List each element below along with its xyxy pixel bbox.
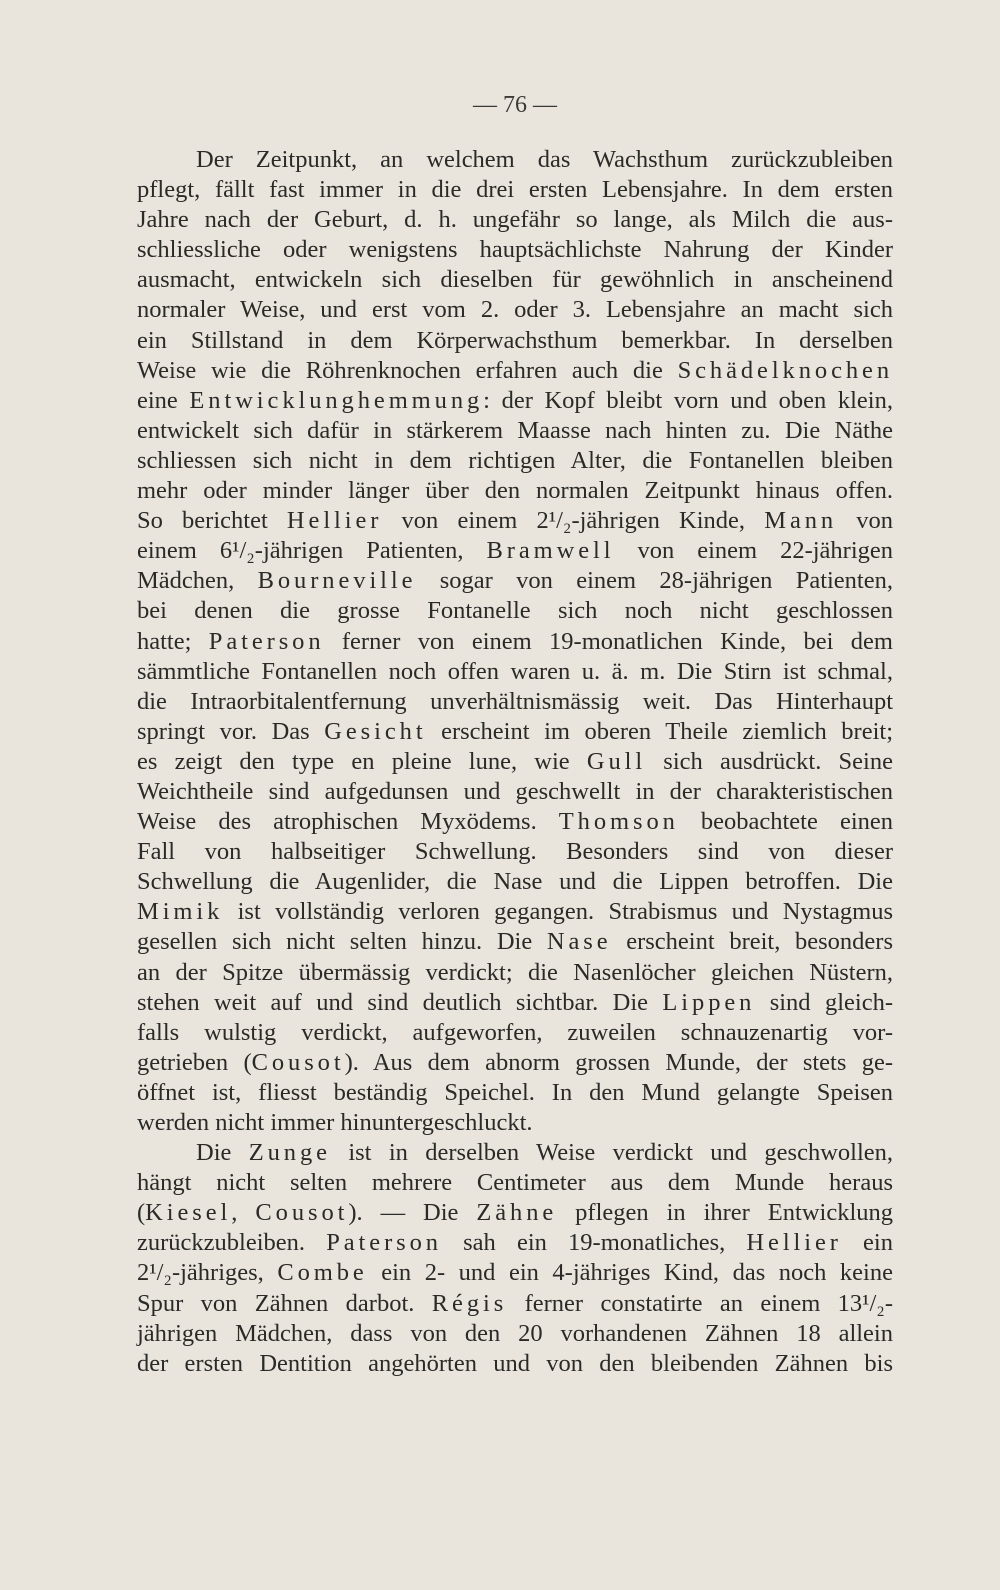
text-line	[137, 867, 893, 897]
text-segment: Der Zeitpunkt, an welchem das Wachsthum zurückzubleiben	[196, 146, 893, 173]
text-segment: schliessen sich nicht in dem richtigen Alter, die Fontanellen bleiben	[137, 446, 893, 474]
text-segment: bei denen die grosse Fontanelle sich noch nicht geschlossen	[137, 597, 893, 625]
text-segment: pflegen in ihrer Entwicklung	[557, 1199, 893, 1227]
text-line	[137, 326, 893, 356]
text-segment: ein Stillstand in dem Körperwachsthum bemerkbar. In derselben	[137, 326, 893, 354]
text-line	[137, 1349, 893, 1379]
text-line	[137, 476, 893, 506]
text-line	[137, 506, 893, 536]
text-segment: 2¹/₂-jähriges,	[137, 1259, 278, 1287]
spaced-emphasis: Mimik	[137, 898, 224, 926]
text-segment: ferner von einem 19-monatlichen Kinde, bei dem	[324, 627, 893, 655]
spaced-emphasis: Bramwell	[486, 537, 615, 565]
spaced-emphasis: Combe	[277, 1259, 368, 1287]
text-segment: erscheint im oberen Theile ziemlich breit;	[426, 717, 894, 745]
text-segment: ist in derselben Weise verdickt und geschwollen,	[330, 1139, 894, 1167]
text-segment: ferner constatirte an einem 13¹/₂-	[507, 1289, 894, 1317]
text-segment: Weise wie die Röhrenknochen erfahren auch die	[137, 356, 678, 384]
text-line	[137, 295, 893, 325]
text-segment: sind gleich-	[755, 988, 893, 1016]
spaced-emphasis: Gull	[586, 747, 647, 775]
text-segment: pflegt, fällt fast immer in die drei ersten Lebensjahre. In dem ersten	[137, 176, 893, 204]
spaced-emphasis: Mann	[764, 507, 838, 535]
text-segment: Weise des atrophischen Myxödems.	[137, 808, 559, 836]
spaced-emphasis: Cousot	[251, 1048, 345, 1076]
text-segment: hatte;	[137, 627, 209, 655]
spaced-emphasis: Nase	[546, 928, 612, 956]
text-line	[137, 988, 893, 1018]
text-segment: : der Kopf bleibt vorn und oben klein,	[483, 386, 893, 414]
text-line	[137, 1018, 893, 1048]
text-line	[137, 958, 893, 988]
text-line	[137, 416, 893, 446]
spaced-emphasis: Régis	[431, 1289, 508, 1317]
text-line	[137, 1168, 893, 1198]
text-line	[137, 356, 893, 386]
text-line	[137, 145, 893, 175]
text-segment: ,	[231, 1199, 256, 1227]
text-segment: jährigen Mädchen, dass von den 20 vorhandenen Zähnen 18 allein	[137, 1319, 893, 1347]
spaced-emphasis: Schädelknochen	[677, 356, 893, 384]
text-segment: sich ausdrückt. Seine	[646, 747, 893, 775]
text-line	[137, 1319, 893, 1349]
text-segment: ). Aus dem abnorm grossen Munde, der stets ge-	[344, 1048, 893, 1076]
text-segment: von	[837, 507, 893, 535]
text-line	[137, 446, 893, 476]
text-line	[137, 747, 893, 777]
text-segment: Spur von Zähnen darbot.	[137, 1289, 432, 1317]
text-segment: ausmacht, entwickeln sich dieselben für gewöhnlich in anscheinend	[137, 266, 893, 294]
text-line	[137, 566, 893, 596]
text-line	[137, 777, 893, 807]
paragraph	[137, 1138, 893, 1379]
text-line	[137, 536, 893, 566]
text-line	[137, 1048, 893, 1078]
text-segment: Fall von halbseitiger Schwellung. Besonders sind von dieser	[137, 838, 893, 866]
spaced-emphasis: Hellier	[286, 507, 383, 535]
text-segment: entwickelt sich dafür in stärkerem Maasse nach hinten zu. Die Näthe	[137, 416, 893, 444]
spaced-emphasis: Zähne	[476, 1199, 558, 1227]
text-segment: an der Spitze übermässig verdickt; die Nasenlöcher gleichen Nüstern,	[137, 958, 893, 986]
text-segment: Die	[196, 1139, 249, 1167]
text-line	[137, 927, 893, 957]
spaced-emphasis: Hellier	[746, 1229, 842, 1257]
spaced-emphasis: Lippen	[662, 988, 756, 1016]
text-line	[137, 1289, 893, 1319]
text-segment: springt vor. Das	[137, 717, 325, 745]
text-segment: Jahre nach der Geburt, d. h. ungefähr so lange, als Milch die aus-	[137, 206, 893, 234]
text-segment: sämmtliche Fontanellen noch offen waren u. ä. m. Die Stirn ist schmal,	[137, 657, 893, 685]
text-segment: von einem 2¹/₂-jährigen Kinde,	[382, 507, 765, 535]
text-line	[137, 807, 893, 837]
text-segment: öffnet ist, fliesst beständig Speichel. In den Mund gelangte Speisen	[137, 1078, 893, 1106]
text-line	[137, 265, 893, 295]
text-segment: der ersten Dentition angehörten und von den bleibenden Zähnen bis	[137, 1349, 893, 1377]
text-line	[137, 235, 893, 265]
text-segment: beobachtete einen	[678, 808, 893, 836]
text-segment: ist vollständig verloren gegangen. Strabismus und Nystagmus	[223, 898, 893, 926]
text-segment: werden nicht immer hinuntergeschluckt.	[137, 1109, 533, 1136]
text-line	[137, 1258, 893, 1288]
spaced-emphasis: Cousot	[255, 1199, 349, 1227]
text-line	[137, 1078, 893, 1108]
text-line	[137, 175, 893, 205]
spaced-emphasis: Thomson	[558, 808, 679, 836]
text-segment: die Intraorbitalentfernung unverhältnismässig weit. Das Hinterhaupt	[137, 687, 893, 715]
paragraph	[137, 145, 893, 1138]
text-segment: Schwellung die Augenlider, die Nase und die Lippen betroffen. Die	[137, 868, 893, 896]
text-line	[137, 717, 893, 747]
text-line	[137, 1108, 893, 1138]
text-segment: zurückzubleiben.	[137, 1229, 327, 1257]
spaced-emphasis: Gesicht	[324, 717, 427, 745]
spaced-emphasis: Zunge	[248, 1139, 331, 1167]
text-line	[137, 1198, 893, 1228]
text-segment: stehen weit auf und sind deutlich sichtbar. Die	[137, 988, 663, 1016]
text-line	[137, 386, 893, 416]
text-segment: einem 6¹/₂-jährigen Patienten,	[137, 537, 487, 565]
text-segment: sah ein 19-monatliches,	[441, 1229, 747, 1257]
body-text	[137, 145, 893, 1379]
text-segment: falls wulstig verdickt, aufgeworfen, zuweilen schnauzenartig vor-	[137, 1018, 893, 1046]
text-line	[137, 687, 893, 717]
text-line	[137, 627, 893, 657]
text-segment: normaler Weise, und erst vom 2. oder 3. Lebensjahre an macht sich	[137, 296, 893, 324]
text-line	[137, 837, 893, 867]
text-line	[137, 657, 893, 687]
spaced-emphasis: Kiesel	[145, 1199, 232, 1227]
text-segment: ein	[841, 1229, 893, 1257]
spaced-emphasis: Bourneville	[257, 567, 417, 595]
text-segment: eine	[137, 386, 190, 414]
text-segment: erscheint breit, besonders	[611, 928, 893, 956]
text-segment: (	[137, 1199, 146, 1227]
text-segment: sogar von einem 28-jährigen Patienten,	[416, 567, 893, 595]
page-number: — 76 —	[473, 92, 557, 118]
text-line	[137, 596, 893, 626]
spaced-emphasis: Entwicklunghemmung	[189, 386, 484, 414]
spaced-emphasis: Paterson	[208, 627, 325, 655]
text-segment: es zeigt den type en pleine lune, wie	[137, 747, 587, 775]
text-line	[137, 1138, 893, 1168]
text-segment: So berichtet	[137, 507, 287, 535]
text-segment: ). — Die	[348, 1199, 477, 1227]
text-segment: mehr oder minder länger über den normalen Zeitpunkt hinaus offen.	[137, 477, 893, 505]
text-segment: Mädchen,	[137, 567, 258, 595]
text-segment: schliessliche oder wenigstens hauptsächlichste Nahrung der Kinder	[137, 236, 893, 264]
text-segment: hängt nicht selten mehrere Centimeter aus dem Munde heraus	[137, 1169, 893, 1197]
text-segment: gesellen sich nicht selten hinzu. Die	[137, 928, 547, 956]
text-line	[137, 1228, 893, 1258]
text-segment: von einem 22-jährigen	[614, 537, 893, 565]
text-segment: ein 2- und ein 4-jähriges Kind, das noch keine	[367, 1259, 893, 1287]
text-line	[137, 897, 893, 927]
text-line	[137, 205, 893, 235]
spaced-emphasis: Paterson	[326, 1229, 442, 1257]
text-segment: Weichtheile sind aufgedunsen und geschwellt in der charakteristischen	[137, 777, 893, 805]
text-segment: getrieben (	[137, 1048, 252, 1076]
